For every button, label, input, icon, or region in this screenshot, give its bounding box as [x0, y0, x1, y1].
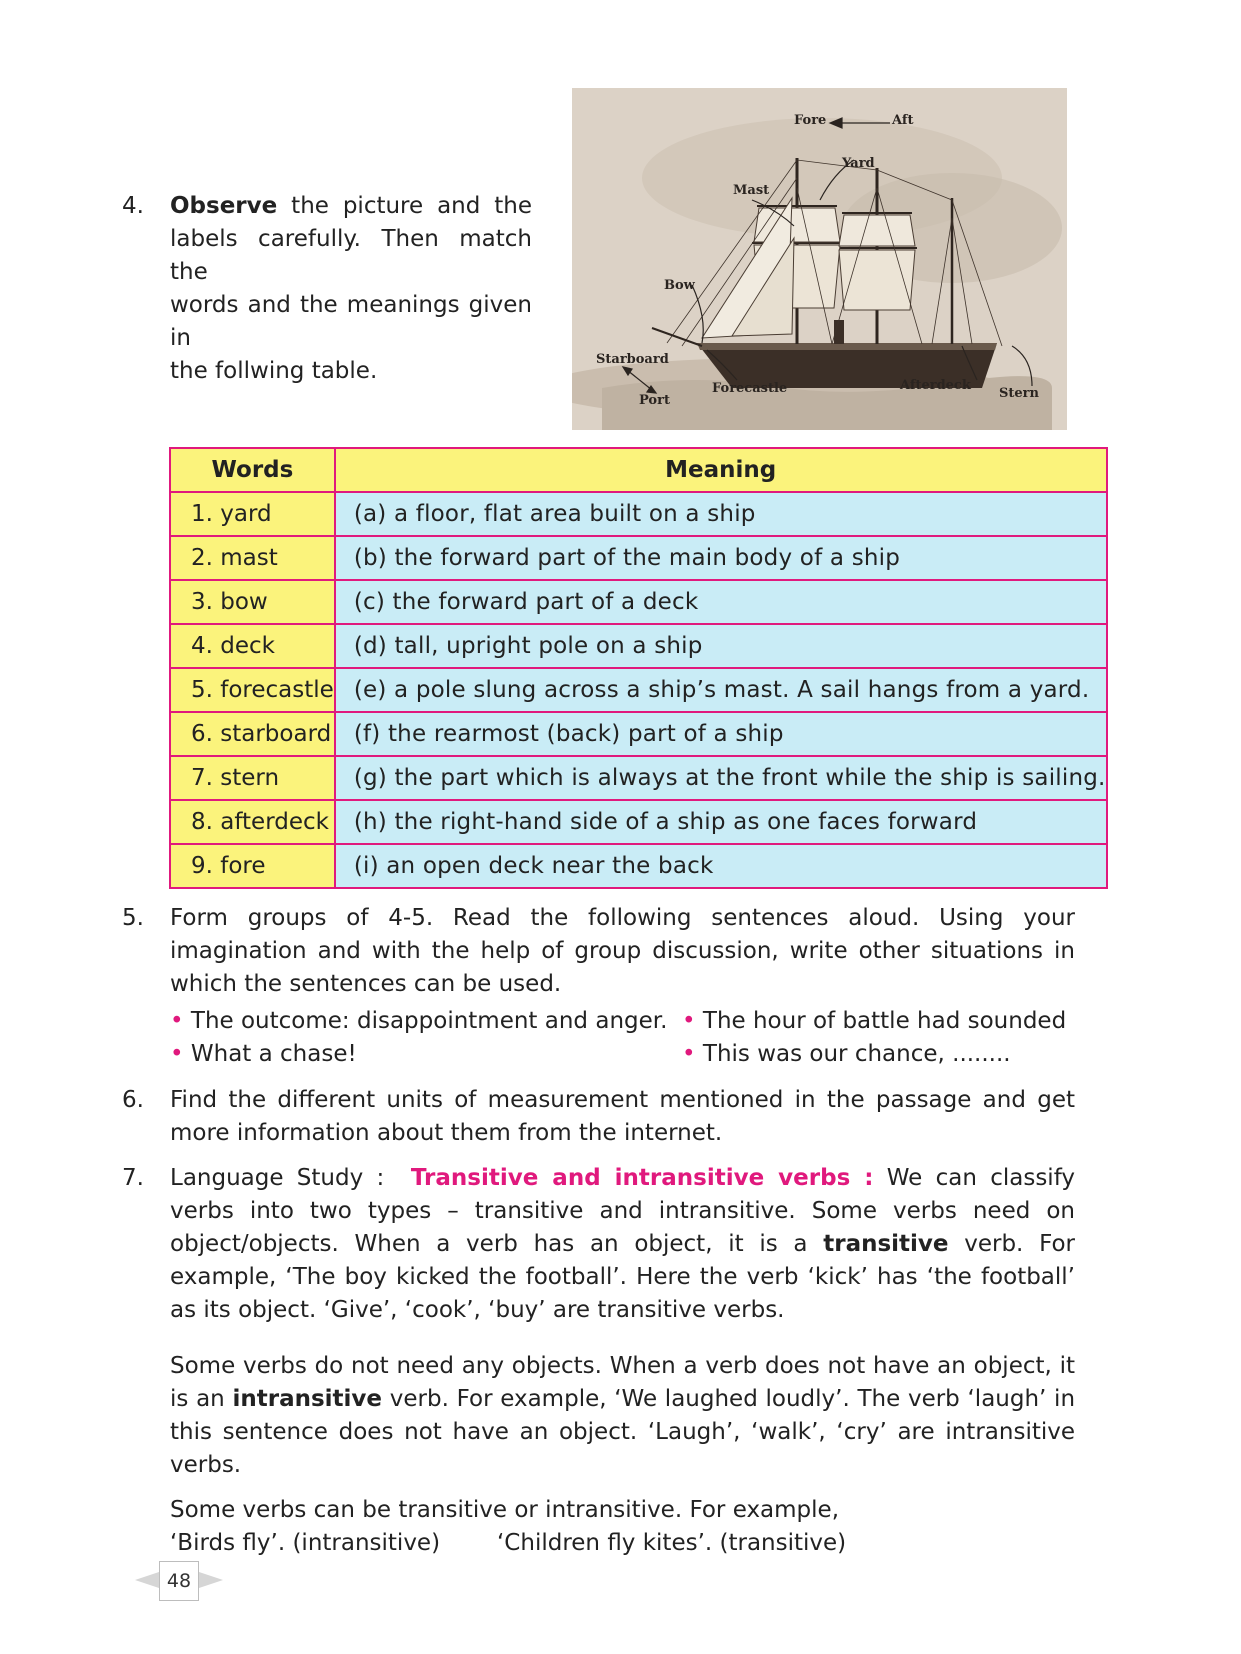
q6-text: Find the different units of measurement mentioned in the passage and get more information about them from the internet.: [170, 1087, 1075, 1146]
q5-bullet-2-text: The hour of battle had sounded: [702, 1008, 1067, 1034]
q5-bullet-2: • The hour of battle had sounded: [682, 1008, 1067, 1034]
meaning-cell: (g) the part which is always at the front while the ship is sailing.: [335, 756, 1107, 800]
q7-paragraph-1: [170, 1162, 1075, 1327]
word-cell: 6. starboard: [170, 712, 335, 756]
label-mast: Mast: [733, 183, 770, 198]
q7-lead: Language Study :: [170, 1165, 385, 1191]
page-arrow-right: [199, 1572, 223, 1588]
word-cell: 2. mast: [170, 536, 335, 580]
word-cell: 3. bow: [170, 580, 335, 624]
q7-p1-bold: transitive: [823, 1231, 949, 1257]
q6-number: 6.: [122, 1087, 144, 1113]
meaning-cell: (d) tall, upright pole on a ship: [335, 624, 1107, 668]
table-row: [170, 536, 1107, 580]
meaning-cell: (e) a pole slung across a ship’s mast. A sail hangs from a yard.: [335, 668, 1107, 712]
label-starboard: Starboard: [596, 352, 669, 367]
meaning-cell: (h) the right-hand side of a ship as one faces forward: [335, 800, 1107, 844]
table-row: [170, 580, 1107, 624]
q7-p2-a: Some verbs do not need any objects. When a verb does not have an object, it is an: [170, 1353, 1075, 1412]
q5-bullet-1-text: The outcome: disappointment and anger.: [190, 1008, 668, 1034]
table-row: [170, 668, 1107, 712]
table-row: [170, 800, 1107, 844]
word-cell: 9. fore: [170, 844, 335, 888]
q7-heading: Transitive and intransitive verbs :: [410, 1165, 874, 1191]
q7-number: 7.: [122, 1165, 144, 1191]
table-row: [170, 712, 1107, 756]
table-row: [170, 844, 1107, 888]
ship-drawing: [572, 88, 1067, 430]
q4-line3: words and the meanings given in: [170, 292, 532, 351]
meaning-cell: (a) a floor, flat area built on a ship: [335, 492, 1107, 536]
q7-p1-a: We can classify verbs into two types – transitive and intransitive. Some verbs need on object/objects. When a verb has an object, it is a: [170, 1165, 1075, 1257]
q4-text: [170, 190, 532, 388]
label-fore: Fore: [794, 113, 827, 128]
q5-bullet-3-text: What a chase!: [190, 1041, 357, 1067]
q5-bullet-1: • The outcome: disappointment and anger.: [170, 1008, 668, 1034]
word-cell: 8. afterdeck: [170, 800, 335, 844]
label-stern: Stern: [999, 386, 1039, 401]
q7-paragraph-2: [170, 1350, 1075, 1482]
meaning-cell: (f) the rearmost (back) part of a ship: [335, 712, 1107, 756]
q4-line1-rest: the picture and the: [291, 193, 533, 219]
table-row: [170, 492, 1107, 536]
ship-illustration: [572, 88, 1067, 430]
label-aft: Aft: [892, 113, 914, 128]
word-cell: 5. forecastle: [170, 668, 335, 712]
q4-line1: [170, 190, 532, 223]
header-meaning: Meaning: [335, 448, 1107, 492]
q4-line2: labels carefully. Then match the: [170, 226, 532, 285]
q5-text: Form groups of 4-5. Read the following sentences aloud. Using your imagination and with the help of group discussion, write other situations in which the sentences can be used.: [170, 905, 1075, 997]
q7-example-1: ‘Birds fly’. (intransitive): [170, 1530, 441, 1556]
q4-number: 4.: [122, 193, 144, 219]
q5-number: 5.: [122, 905, 144, 931]
q7-p1-b: verb. For example, ‘The boy kicked the football’. Here the verb ‘kick’ has ‘the football’ as its object. ‘Give’, ‘cook’, ‘buy’ are transitive verbs.: [170, 1231, 1076, 1323]
label-port: Port: [639, 393, 670, 408]
table-row: [170, 756, 1107, 800]
q4-line4: the follwing table.: [170, 358, 378, 384]
matching-table: [169, 447, 1108, 889]
table-header-row: [170, 448, 1107, 492]
q5-bullet-4-text: This was our chance, ........: [702, 1041, 1011, 1067]
meaning-cell: (b) the forward part of the main body of a ship: [335, 536, 1107, 580]
q7-p2-bold: intransitive: [232, 1386, 383, 1412]
q7-paragraph-3: Some verbs can be transitive or intransitive. For example,: [170, 1497, 840, 1523]
word-cell: 4. deck: [170, 624, 335, 668]
table-row: [170, 624, 1107, 668]
meaning-cell: (c) the forward part of a deck: [335, 580, 1107, 624]
page-number: 48: [159, 1561, 199, 1601]
meaning-cell: (i) an open deck near the back: [335, 844, 1107, 888]
label-bow: Bow: [664, 278, 695, 293]
q7-example-2: ‘Children fly kites’. (transitive): [497, 1530, 847, 1556]
q4-bold: Observe: [170, 193, 278, 219]
label-afterdeck: Afterdeck: [900, 378, 971, 393]
word-cell: 1. yard: [170, 492, 335, 536]
q5-bullet-4: • This was our chance, ........: [682, 1041, 1011, 1067]
q5-bullet-3: • What a chase!: [170, 1041, 357, 1067]
page-arrow-left: [135, 1572, 159, 1588]
label-yard: Yard: [842, 156, 875, 171]
q7-p2-b: verb. For example, ‘We laughed loudly’. The verb ‘laugh’ in this sentence does not have an object. ‘Laugh’, ‘walk’, ‘cry’ are intransitive verbs.: [170, 1386, 1076, 1478]
header-words: Words: [170, 448, 335, 492]
word-cell: 7. stern: [170, 756, 335, 800]
label-forecastle: Forecastle: [712, 381, 788, 396]
